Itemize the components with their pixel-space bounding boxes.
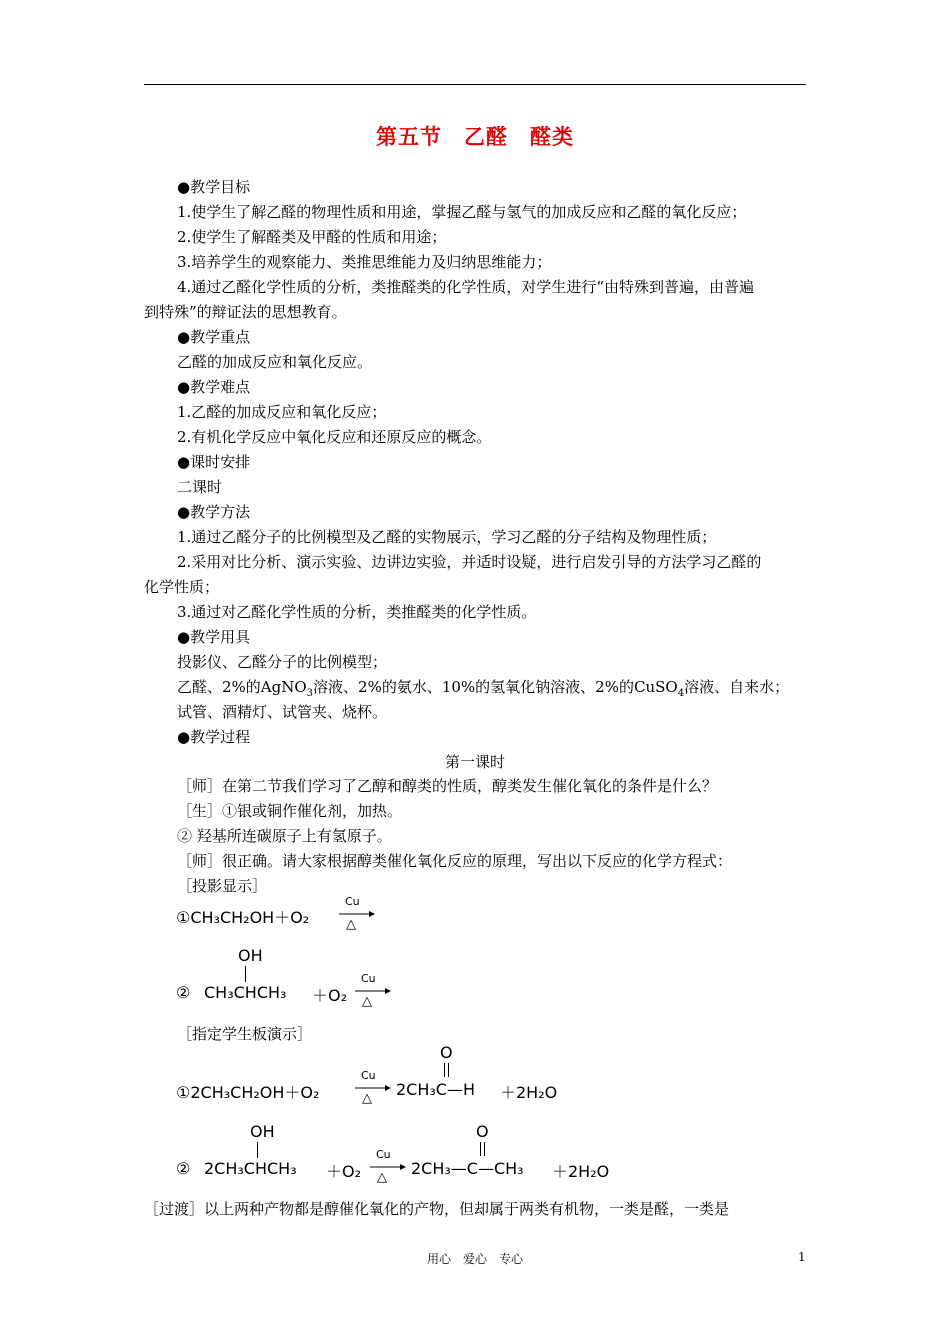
answer-2-water: ＋2H₂O [552,1162,610,1181]
method-item: 1.通过乙醛分子的比例模型及乙醛的实物展示，学习乙醛的分子结构及物理性质； [177,528,717,546]
answer-1-product: 2CH₃C—H [396,1080,475,1099]
catalyst-label: Cu [345,895,360,908]
dialog-line: ［生］①银或铜作催化剂，加热。 [177,802,403,820]
catalyst-label: Cu [361,1069,376,1082]
reaction-arrow [355,987,391,995]
tools-line: 投影仪、乙醛分子的比例模型； [177,653,388,671]
dialog-line: ② 羟基所连碳原子上有氢原子。 [177,827,392,845]
board-label: ［指定学生板演示］ [177,1025,313,1043]
reaction-arrow [370,1163,406,1171]
lesson-title: 第一课时 [444,753,505,771]
equation-2-number: ② [176,983,191,1002]
difficulty-item: 2.有机化学反应中氧化反应和还原反应的概念。 [177,428,492,446]
answer-1-water: ＋2H₂O [500,1083,558,1102]
reagent-text: 溶液、自来水； [684,678,790,696]
header-rule [144,84,806,85]
hydroxyl-group: OH [250,1122,275,1141]
difficulty-item: 1.乙醛的加成反应和氧化反应； [177,403,387,421]
dialog-line: ［投影显示］ [177,877,268,895]
heat-symbol: △ [362,1091,372,1106]
dialog-line: ［师］在第二节我们学习了乙醇和醇类的性质，醇类发生催化氧化的条件是什么？ [177,777,718,795]
method-item-cont: 化学性质； [144,578,220,596]
answer-1-reactant: ①2CH₃CH₂OH＋O₂ [176,1083,320,1102]
dialog-line: ［师］很正确。请大家根据醇类催化氧化反应的原理，写出以下反应的化学方程式： [177,852,733,870]
carbonyl-oxygen: O [476,1122,489,1141]
method-item: 2.采用对比分析、演示实验、边讲边实验，并适时设疑，进行启发引导的方法学习乙醛的 [177,553,762,571]
catalyst-label: Cu [376,1148,391,1161]
reagent-text: 乙醛、2%的AgNO [177,678,307,696]
goal-item: 1.使学生了解乙醛的物理性质和用途，掌握乙醛与氢气的加成反应和乙醛的氧化反应； [177,203,747,221]
reaction-arrow [355,1084,391,1092]
heat-symbol: △ [346,917,356,932]
carbonyl-oxygen: O [440,1043,453,1062]
process-heading: ●教学过程 [177,728,251,746]
hydroxyl-group: OH [238,946,263,965]
schedule-heading: ●课时安排 [177,453,251,471]
goals-heading: ●教学目标 [177,178,251,196]
goal-item: 3.培养学生的观察能力、类推思维能力及归纳思维能力； [177,253,552,271]
subscript: 4 [677,688,685,699]
equation-1: ①CH₃CH₂OH＋O₂ [176,908,310,927]
heat-symbol: △ [377,1170,387,1185]
reagent-text: 溶液、2%的氨水、10%的氢氧化钠溶液、2%的CuSO [313,678,678,696]
bond-line [245,966,246,982]
goal-item-cont: 到特殊”的辩证法的思想教育。 [144,303,347,321]
tools-line: 试管、酒精灯、试管夹、烧杯。 [177,703,388,721]
subscript: 3 [306,688,314,699]
key-points-heading: ●教学重点 [177,328,251,346]
schedule-text: 二课时 [177,478,223,496]
answer-2-oxygen: ＋O₂ [326,1162,362,1181]
answer-2-product: 2CH₃—C—CH₃ [411,1159,524,1178]
double-bond [480,1142,485,1156]
answer-2-number: ② [176,1159,191,1178]
page-number: 1 [798,1250,806,1264]
methods-heading: ●教学方法 [177,503,251,521]
transition-line: ［过渡］以上两种产物都是醇催化氧化的产物，但却属于两类有机物，一类是醛，一类是 [144,1200,730,1218]
goal-item: 4.通过乙醛化学性质的分析，类推醛类的化学性质，对学生进行“由特殊到普遍，由普遍 [177,278,754,296]
bond-line [257,1142,258,1158]
equation-2-reactant: CH₃CHCH₃ [204,983,287,1002]
tools-heading: ●教学用具 [177,628,251,646]
answer-2-reactant: 2CH₃CHCH₃ [204,1159,297,1178]
equation-2-oxygen: ＋O₂ [312,986,348,1005]
difficulties-heading: ●教学难点 [177,378,251,396]
double-bond [444,1063,449,1077]
method-item: 3.通过对乙醛化学性质的分析，类推醛类的化学性质。 [177,603,537,621]
goal-item: 2.使学生了解醛类及甲醛的性质和用途； [177,228,447,246]
footer-motto: 用心 爱心 专心 [426,1252,523,1266]
reaction-arrow [339,910,375,918]
heat-symbol: △ [362,994,372,1009]
catalyst-label: Cu [361,972,376,985]
key-points-text: 乙醛的加成反应和氧化反应。 [177,353,373,371]
tools-line-reagents [177,676,789,699]
page-title: 第五节 乙醛 醛类 [376,124,574,149]
